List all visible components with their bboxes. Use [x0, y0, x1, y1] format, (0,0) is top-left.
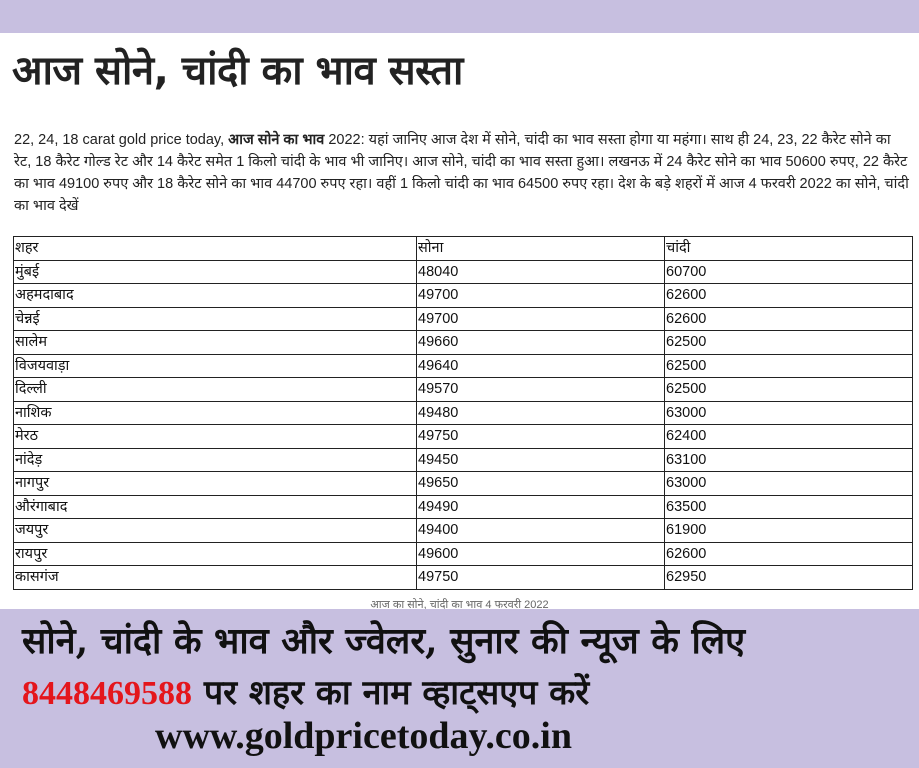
table-row: [14, 331, 913, 355]
silver-price-cell: 62950: [665, 566, 913, 590]
city-cell: रायपुर: [14, 542, 417, 566]
silver-price-cell: 61900: [665, 519, 913, 543]
promo-website: www.goldpricetoday.co.in: [155, 715, 572, 757]
city-cell: विजयवाड़ा: [14, 354, 417, 378]
gold-price-cell: 49640: [417, 354, 665, 378]
promo-whatsapp-text: पर शहर का नाम व्हाट्सएप करें: [192, 673, 590, 713]
article-intro: [14, 129, 909, 217]
silver-price-cell: 63000: [665, 401, 913, 425]
intro-bold: आज सोने का भाव: [228, 132, 325, 148]
city-cell: नागपुर: [14, 472, 417, 496]
table-row: [14, 354, 913, 378]
promo-whatsapp-line: [22, 671, 589, 716]
table-row: [14, 378, 913, 402]
city-cell: मेरठ: [14, 425, 417, 449]
table-row: [14, 566, 913, 590]
gold-price-cell: 49490: [417, 495, 665, 519]
promo-phone-number: 8448469588: [22, 675, 192, 712]
gold-price-cell: 49750: [417, 425, 665, 449]
header-silver: चांदी: [665, 237, 913, 261]
gold-price-cell: 49480: [417, 401, 665, 425]
city-cell: दिल्ली: [14, 378, 417, 402]
gold-price-cell: 49700: [417, 284, 665, 308]
table-row: [14, 425, 913, 449]
table-row: [14, 284, 913, 308]
header-city: शहर: [14, 237, 417, 261]
gold-price-cell: 49400: [417, 519, 665, 543]
silver-price-cell: 62500: [665, 378, 913, 402]
city-cell: अहमदाबाद: [14, 284, 417, 308]
gold-price-cell: 49570: [417, 378, 665, 402]
table-caption: आज का सोने, चांदी का भाव 4 फरवरी 2022: [370, 599, 549, 609]
silver-price-cell: 62500: [665, 331, 913, 355]
gold-price-cell: 49450: [417, 448, 665, 472]
city-cell: चेन्नई: [14, 307, 417, 331]
table-row: [14, 472, 913, 496]
gold-price-cell: 49660: [417, 331, 665, 355]
table-row: [14, 519, 913, 543]
city-cell: मुंबई: [14, 260, 417, 284]
intro-lead: 22, 24, 18 carat gold price today,: [14, 132, 229, 148]
silver-price-cell: 62600: [665, 542, 913, 566]
promo-banner: [0, 609, 919, 768]
gold-price-cell: 49600: [417, 542, 665, 566]
city-cell: नाशिक: [14, 401, 417, 425]
table-row: [14, 495, 913, 519]
table-row: [14, 307, 913, 331]
silver-price-cell: 62500: [665, 354, 913, 378]
price-table: [13, 236, 913, 590]
table-row: [14, 448, 913, 472]
table-row: [14, 542, 913, 566]
silver-price-cell: 63100: [665, 448, 913, 472]
table-header-row: [14, 237, 913, 261]
article-content: [0, 33, 919, 609]
city-cell: औरंगाबाद: [14, 495, 417, 519]
silver-price-cell: 63500: [665, 495, 913, 519]
promo-headline: सोने, चांदी के भाव और ज्वेलर, सुनार की न्यूज के लिए: [22, 620, 746, 662]
article-headline: आज सोने, चांदी का भाव सस्ता: [12, 48, 463, 94]
city-cell: नांदेड़: [14, 448, 417, 472]
gold-price-cell: 49650: [417, 472, 665, 496]
silver-price-cell: 60700: [665, 260, 913, 284]
gold-price-cell: 48040: [417, 260, 665, 284]
table-row: [14, 401, 913, 425]
top-banner-strip: [0, 0, 919, 33]
city-cell: सालेम: [14, 331, 417, 355]
city-cell: जयपुर: [14, 519, 417, 543]
header-gold: सोना: [417, 237, 665, 261]
silver-price-cell: 62400: [665, 425, 913, 449]
table-row: [14, 260, 913, 284]
city-cell: कासगंज: [14, 566, 417, 590]
gold-price-cell: 49700: [417, 307, 665, 331]
intro-rest: 2022: यहां जानिए आज देश में सोने, चांदी का भाव सस्ता होगा या महंगा। साथ ही 24, 23, 22 कैरेट सोने का रेट, 18 कैरेट गोल्ड रेट और 14 कैरेट समेत 1 किलो चांदी के भाव भी जानिए। आज सोने, चांदी का भाव सस्ता हुआ। लखनऊ में 24 कैरेट सोने का भाव 50600 रुपए, 22 कैरेट का भाव 49100 रुपए और 18 कैरेट सोने का भाव 44700 रुपए रहा। वहीं 1 किलो चांदी का भाव 64500 रुपए रहा। देश के बड़े शहरों में आज 4 फरवरी 2022 का सोने, चांदी का भाव देखें: [14, 132, 909, 214]
silver-price-cell: 62600: [665, 284, 913, 308]
gold-price-cell: 49750: [417, 566, 665, 590]
silver-price-cell: 63000: [665, 472, 913, 496]
silver-price-cell: 62600: [665, 307, 913, 331]
